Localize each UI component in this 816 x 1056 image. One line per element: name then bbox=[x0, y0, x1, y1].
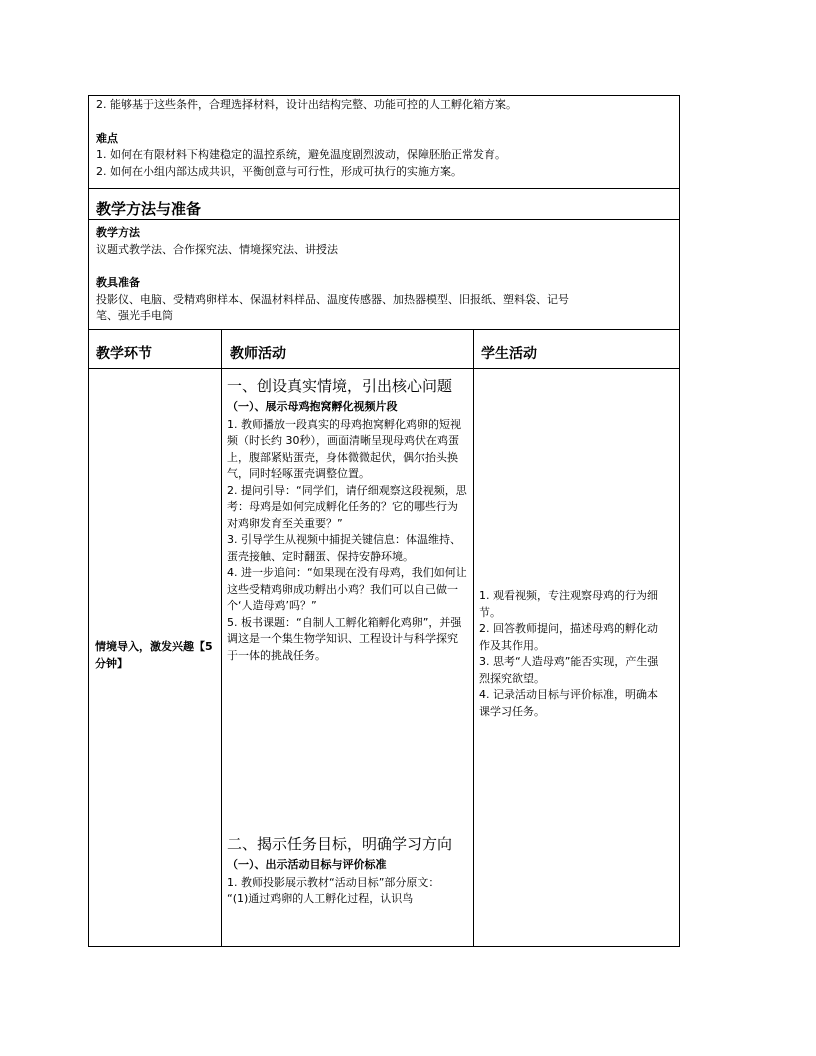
student-step: 1. 观看视频，专注观察母鸡的行为细节。 bbox=[479, 589, 658, 619]
row-divider bbox=[89, 329, 679, 330]
column-divider bbox=[221, 329, 222, 947]
row-divider bbox=[89, 368, 679, 369]
teacher-activity-cell-part2 bbox=[227, 834, 467, 908]
student-step: 4. 记录活动目标与评价标准，明确本课学习任务。 bbox=[479, 688, 658, 718]
teacher-step: “(1)通过鸡卵的人工孵化过程，认识鸟 bbox=[227, 892, 414, 905]
teacher-step: 5. 板书课题：“自制人工孵化箱孵化鸡卵”，并强调这是一个集生物学知识、工程设计与科学探究于一体的挑战任务。 bbox=[227, 615, 462, 662]
tools-text: 笔、强光手电筒 bbox=[96, 309, 173, 322]
teacher-step: 4. 进一步追问：“如果现在没有母鸡，我们如何让这些受精鸡卵成功孵出小鸡？我们可以自己做一个‘人造母鸡’吗？” bbox=[227, 566, 467, 612]
teacher-part2-subtitle: （一）、出示活动目标与评价标准 bbox=[227, 858, 387, 871]
methods-block bbox=[89, 225, 679, 325]
teacher-step: 2. 提问引导：“同学们，请仔细观察这段视频，思考：母鸡是如何完成孵化任务的？它的哪些行为对鸡卵发育至关重要？” bbox=[227, 483, 467, 530]
teacher-part1-subtitle: （一）、展示母鸡抱窝孵化视频片段 bbox=[227, 400, 398, 413]
difficulty-item: 2. 如何在小组内部达成共识，平衡创意与可行性，形成可执行的实施方案。 bbox=[96, 164, 462, 178]
difficulty-item: 1. 如何在有限材料下构建稳定的温控系统，避免温度剧烈波动，保障胚胎正常发育。 bbox=[96, 148, 506, 161]
tools-heading: 教具准备 bbox=[96, 276, 140, 289]
section-title: 教学方法与准备 bbox=[96, 200, 202, 218]
column-header-student: 学生活动 bbox=[481, 346, 537, 362]
student-step: 2. 回答教师提问，描述母鸡的孵化动作及其作用。 bbox=[479, 622, 658, 652]
teacher-step: 1. 教师播放一段真实的母鸡抱窝孵化鸡卵的短视频（时长约 30秒），画面清晰呈现母鸡伏在鸡蛋上，腹部紧贴蛋壳，身体微微起伏，偶尔抬头换气，同时轻啄蛋壳调整位置。 bbox=[227, 417, 461, 480]
teacher-activity-cell bbox=[227, 376, 467, 664]
difficulty-heading: 难点 bbox=[96, 131, 118, 145]
teacher-step: 3. 引导学生从视频中捕捉关键信息：体温维持、蛋壳接触、定时翻蛋、保持安静环境。 bbox=[227, 533, 461, 563]
lesson-plan-table bbox=[88, 95, 680, 947]
teacher-step: 1. 教师投影展示教材“活动目标”部分原文： bbox=[227, 875, 440, 889]
student-activity-cell bbox=[479, 588, 659, 720]
student-step: 3. 思考“人造母鸡”能否实现，产生强烈探究欲望。 bbox=[479, 655, 659, 685]
column-header-teacher: 教师活动 bbox=[230, 346, 286, 362]
tools-text: 投影仪、电脑、受精鸡卵样本、保温材料样品、温度传感器、加热器模型、旧报纸、塑料袋、记号 bbox=[96, 292, 569, 306]
objectives-block bbox=[89, 97, 679, 180]
methods-text: 议题式教学法、合作探究法、情境探究法、讲授法 bbox=[96, 242, 338, 256]
methods-heading: 教学方法 bbox=[96, 226, 140, 239]
column-header-stage: 教学环节 bbox=[96, 346, 152, 362]
stage-label: 情境导入，激发兴趣【5分钟】 bbox=[95, 640, 213, 670]
row-divider bbox=[89, 188, 679, 189]
teacher-part1-title: 一、创设真实情境，引出核心问题 bbox=[227, 377, 453, 395]
teacher-part2-title: 二、揭示任务目标，明确学习方向 bbox=[227, 835, 453, 853]
row-divider bbox=[89, 219, 679, 220]
stage-cell bbox=[95, 639, 217, 672]
objective-item-2: 2. 能够基于这些条件，合理选择材料，设计出结构完整、功能可控的人工孵化箱方案。 bbox=[96, 98, 517, 111]
column-divider bbox=[473, 329, 474, 947]
